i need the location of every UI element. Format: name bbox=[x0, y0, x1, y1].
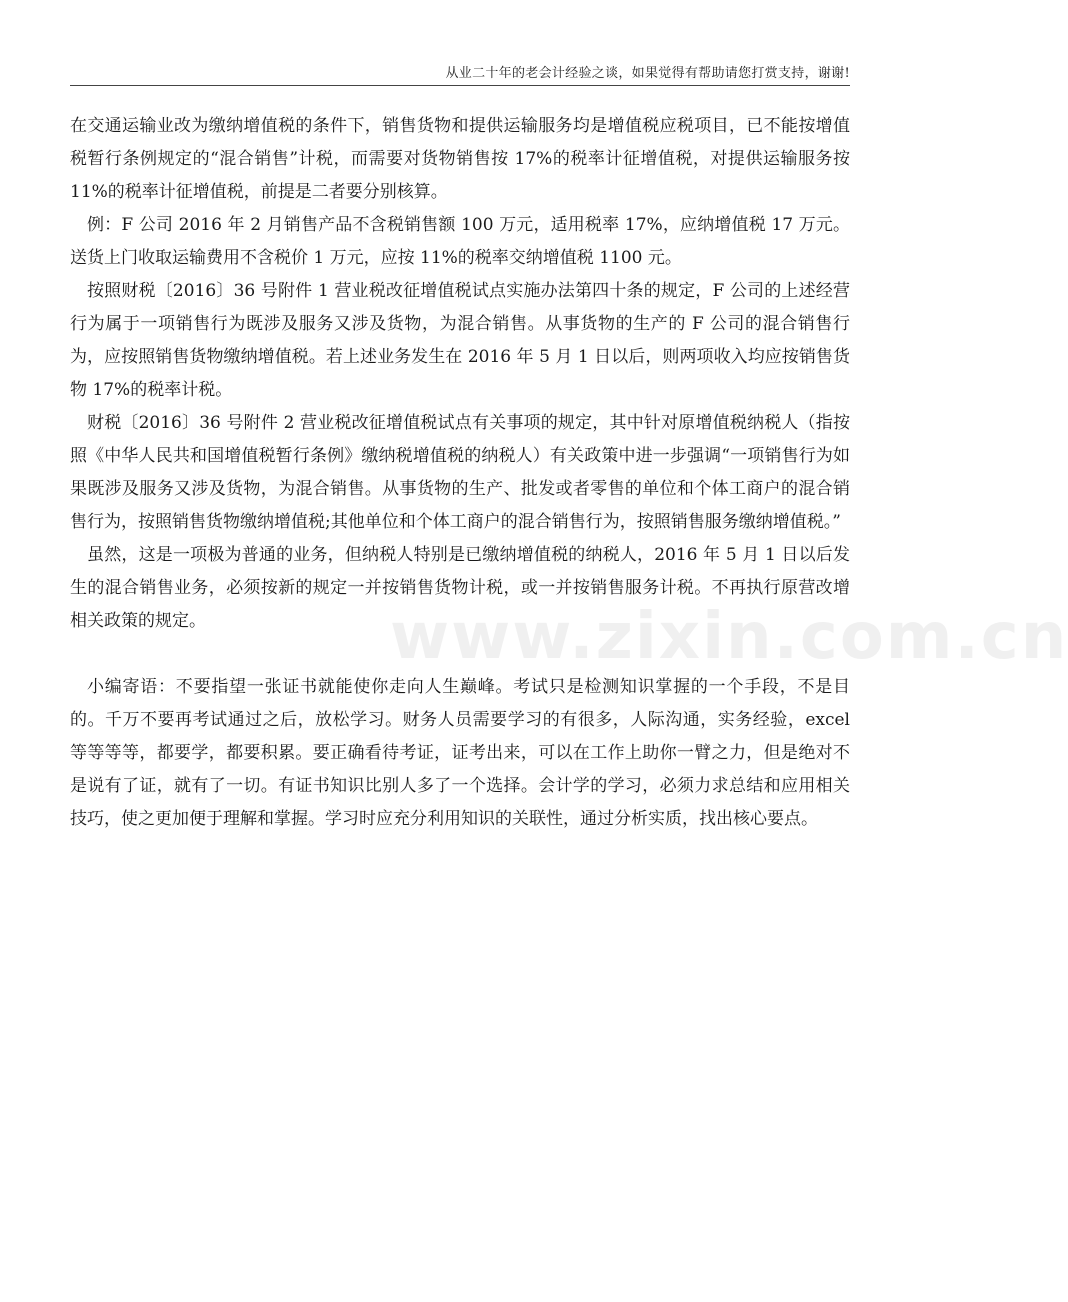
page-header: 从业二十年的老会计经验之谈，如果觉得有帮助请您打赏支持，谢谢! bbox=[445, 66, 850, 81]
paragraph-spacer bbox=[70, 638, 850, 671]
paragraph-example: 例：F 公司 2016 年 2 月销售产品不含税销售额 100 万元，适用税率 17%，应纳增值税 17 万元。送货上门收取运输费用不含税价 1 万元，应按 11%的税率交纳增值税 1100 元。 bbox=[70, 215, 850, 268]
document-body bbox=[70, 110, 850, 836]
header-divider bbox=[70, 85, 850, 86]
paragraph-regulation-2: 财税〔2016〕36 号附件 2 营业税改征增值税试点有关事项的规定，其中针对原增值税纳税人（指按照《中华人民共和国增值税暂行条例》缴纳税增值税的纳税人）有关政策中进一步强调“一项销售行为如果既涉及服务又涉及货物，为混合销售。从事货物的生产、批发或者零售的单位和个体工商户的混合销售行为，按照销售货物缴纳增值税;其他单位和个体工商户的混合销售行为，按照销售服务缴纳增值税。” bbox=[70, 413, 850, 532]
watermark: www.zixin.com.cn bbox=[390, 600, 1068, 674]
paragraph-intro: 在交通运输业改为缴纳增值税的条件下，销售货物和提供运输服务均是增值税应税项目，已不能按增值税暂行条例规定的“混合销售”计税，而需要对货物销售按 17%的税率计征增值税，对提供运输服务按 11%的税率计征增值税，前提是二者要分别核算。 bbox=[70, 116, 850, 202]
paragraph-conclusion: 虽然，这是一项极为普通的业务，但纳税人特别是已缴纳增值税的纳税人，2016 年 5 月 1 日以后发生的混合销售业务，必须按新的规定一并按销售货物计税，或一并按销售服务计税。不再执行原营改增相关政策的规定。 bbox=[70, 545, 850, 631]
editor-note: 小编寄语：不要指望一张证书就能使你走向人生巅峰。考试只是检测知识掌握的一个手段，不是目的。千万不要再考试通过之后，放松学习。财务人员需要学习的有很多，人际沟通，实务经验，excel 等等等等，都要学，都要积累。要正确看待考证，证考出来，可以在工作上助你一臂之力，但是绝对不是说有了证，就有了一切。有证书知识比别人多了一个选择。会计学的学习，必须力求总结和应用相关技巧，使之更加便于理解和掌握。学习时应充分利用知识的关联性，通过分析实质，找出核心要点。 bbox=[70, 677, 850, 829]
paragraph-regulation-1: 按照财税〔2016〕36 号附件 1 营业税改征增值税试点实施办法第四十条的规定，F 公司的上述经营行为属于一项销售行为既涉及服务又涉及货物，为混合销售。从事货物的生产的 F 公司的混合销售行为，应按照销售货物缴纳增值税。若上述业务发生在 2016 年 5 月 1 日以后，则两项收入均应按销售货物 17%的税率计税。 bbox=[70, 281, 850, 400]
